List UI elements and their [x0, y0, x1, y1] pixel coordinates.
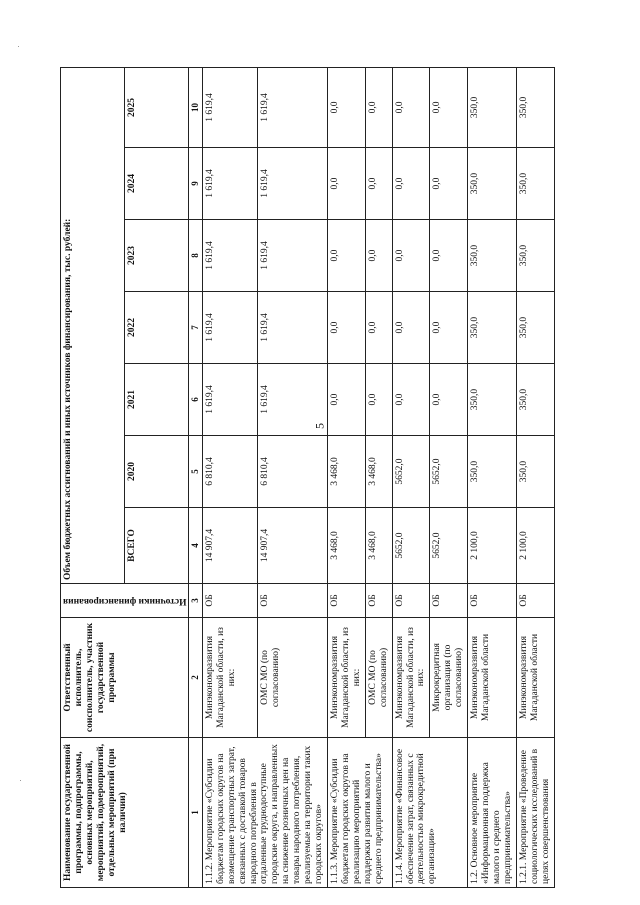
row-executor: Минэкономразвития Магаданской области: [468, 618, 517, 738]
row-value: 0,0: [327, 364, 365, 436]
row-name: 1.2.1. Мероприятие «Проведение социологических исследований в целях совершенствования: [516, 738, 554, 888]
row-total: 14 907,4: [202, 508, 257, 584]
row-value: 0,0: [392, 220, 430, 292]
row-source: ОБ: [365, 584, 392, 618]
row-total: 3 468,0: [327, 508, 365, 584]
row-value: 350,0: [468, 148, 517, 220]
row-value: 1 619,4: [202, 364, 257, 436]
table-row: [516, 67, 554, 887]
row-value: 6 810,4: [257, 436, 327, 508]
row-value: 0,0: [392, 148, 430, 220]
row-value: 0,0: [365, 148, 392, 220]
row-value: 350,0: [516, 67, 554, 147]
row-value: 0,0: [327, 220, 365, 292]
row-value: 0,0: [365, 364, 392, 436]
row-value: 0,0: [327, 148, 365, 220]
row-value: 0,0: [392, 67, 430, 147]
header-program-name: Наименование государственной программы, подпрограммы, основных мероприятий, мероприятий, подмероприятий, отдельных мероприятий (при наличии): [61, 738, 189, 888]
row-value: 350,0: [516, 436, 554, 508]
row-value: 350,0: [516, 148, 554, 220]
header-source: [61, 584, 189, 618]
row-source: ОБ: [327, 584, 365, 618]
row-value: 350,0: [468, 292, 517, 364]
row-source: ОБ: [468, 584, 517, 618]
row-total: 3 468,0: [365, 508, 392, 584]
row-value: 350,0: [468, 436, 517, 508]
row-value: 350,0: [516, 364, 554, 436]
index-cell: 4: [189, 508, 202, 584]
row-source: ОБ: [257, 584, 327, 618]
row-source: ОБ: [392, 584, 430, 618]
row-value: 1 619,4: [202, 220, 257, 292]
rotated-table-container: [60, 68, 580, 888]
row-value: 0,0: [392, 292, 430, 364]
row-value: 1 619,4: [257, 67, 327, 147]
row-value: 1 619,4: [202, 292, 257, 364]
index-cell: 9: [189, 148, 202, 220]
row-total: 5652,0: [392, 508, 430, 584]
row-value: 0,0: [365, 292, 392, 364]
row-total: 2 100,0: [516, 508, 554, 584]
header-year: 2020: [125, 436, 189, 508]
row-value: 6 810,4: [202, 436, 257, 508]
row-value: 0,0: [392, 364, 430, 436]
row-value: 350,0: [516, 220, 554, 292]
row-executor: Минэкономразвития Магаданской области: [516, 618, 554, 738]
row-value: 0,0: [430, 220, 468, 292]
row-total: 2 100,0: [468, 508, 517, 584]
row-value: 3 468,0: [327, 436, 365, 508]
row-total: 14 907,4: [257, 508, 327, 584]
row-source: ОБ: [516, 584, 554, 618]
row-value: 5652,0: [392, 436, 430, 508]
row-value: 5652,0: [430, 436, 468, 508]
index-cell: 7: [189, 292, 202, 364]
row-name: 1.1.3. Мероприятие «Субсидии бюджетам городских округов на реализацию мероприятий поддержки развития малого и среднего предпринимательства»: [327, 738, 392, 888]
index-cell: 8: [189, 220, 202, 292]
header-year: 2024: [125, 148, 189, 220]
row-value: 3 468,0: [365, 436, 392, 508]
row-value: 0,0: [365, 67, 392, 147]
index-cell: 1: [189, 738, 202, 888]
page-number: 5: [312, 423, 327, 429]
row-executor: Минэкономразвития Магаданской области, из них:: [202, 618, 257, 738]
header-source-text: Источники финансирования: [63, 595, 187, 606]
header-total: ВСЕГО: [125, 508, 189, 584]
row-source: ОБ: [430, 584, 468, 618]
row-name: 1.1.4. Мероприятие «Финансовое обеспечение затрат, связанных с деятельностью микрокредитной организации»: [392, 738, 468, 888]
row-value: 0,0: [327, 67, 365, 147]
row-value: 0,0: [430, 292, 468, 364]
row-total: 5652,0: [430, 508, 468, 584]
scan-speck: [18, 46, 19, 47]
index-cell: 3: [189, 584, 202, 618]
row-value: 350,0: [468, 67, 517, 147]
row-value: 350,0: [516, 292, 554, 364]
row-value: 1 619,4: [202, 148, 257, 220]
row-source: ОБ: [202, 584, 257, 618]
header-year: 2021: [125, 364, 189, 436]
index-cell: 6: [189, 364, 202, 436]
row-value: 350,0: [468, 220, 517, 292]
row-executor: ОМС МО (по согласованию): [257, 618, 327, 738]
row-name: 1.1.2. Мероприятие «Субсидии бюджетам городских округов на возмещение транспортных затрат, связанных с доставкой товаров народного потребления в отдаленные труднодоступные городские округа, и направленных на снижение розничных цен на товары народного потребления, реализуемые на территории таких городских округов»: [202, 738, 327, 888]
table-row: [202, 67, 257, 887]
table-row: [392, 67, 430, 887]
row-value: 0,0: [327, 292, 365, 364]
row-value: 350,0: [468, 364, 517, 436]
index-cell: 5: [189, 436, 202, 508]
funding-table: [60, 67, 555, 888]
row-name: 1.2. Основное мероприятие «Информационная поддержка малого и среднего предпринимательства»: [468, 738, 517, 888]
table-row: [468, 67, 517, 887]
row-value: 1 619,4: [257, 148, 327, 220]
row-value: 0,0: [365, 220, 392, 292]
header-year: 2022: [125, 292, 189, 364]
row-value: 0,0: [430, 67, 468, 147]
row-executor: Микрокредитная организация (по согласованию): [430, 618, 468, 738]
row-value: 1 619,4: [257, 220, 327, 292]
index-cell: 2: [189, 618, 202, 738]
row-value: 1 619,4: [257, 292, 327, 364]
row-executor: Минэкономразвития Магаданской области, из них:: [327, 618, 365, 738]
row-executor: Минэкономразвития Магаданской области, из них:: [392, 618, 430, 738]
row-value: 1 619,4: [257, 364, 327, 436]
header-year: 2023: [125, 220, 189, 292]
scan-speck: [20, 780, 21, 781]
header-executor: Ответственный исполнитель, соисполнитель, участник государственной программы: [61, 618, 189, 738]
header-funding-group: Объем бюджетных ассигнований и иных источников финансирования, тыс. рублей:: [61, 67, 125, 583]
row-value: 0,0: [430, 148, 468, 220]
row-value: 0,0: [430, 364, 468, 436]
table-row: [327, 67, 365, 887]
index-cell: 10: [189, 67, 202, 147]
row-value: 1 619,4: [202, 67, 257, 147]
header-year: 2025: [125, 67, 189, 147]
index-row: [189, 67, 202, 887]
row-executor: ОМС МО (по согласованию): [365, 618, 392, 738]
